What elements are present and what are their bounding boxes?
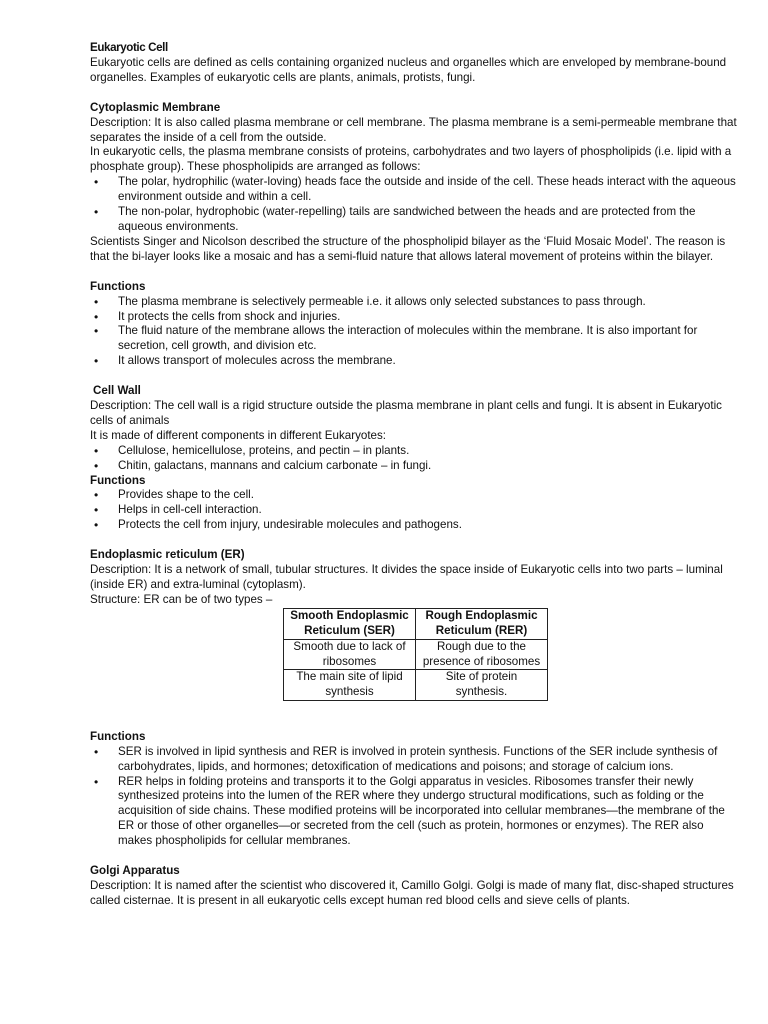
table-cell: Rough due to the presence of ribosomes <box>416 639 548 670</box>
list-item: • SER is involved in lipid synthesis and RER is involved in protein synthesis. Functions of the SER include synthesis of carbohydrates, lipids, and hormones; detoxification of medications and poisons; and storage of calcium ions. <box>90 745 740 775</box>
table-cell: Smooth due to lack of ribosomes <box>284 639 416 670</box>
list-item: • The polar, hydrophilic (water-loving) heads face the outside and inside of the cell. These heads interact with the aqueous environment outside and within a cell. <box>90 175 740 205</box>
intro-paragraph: Eukaryotic cells are defined as cells containing organized nucleus and organelles which are enveloped by membrane-bound organelles. Examples of eukaryotic cells are plants, animals, protists, fungi. <box>90 55 727 84</box>
fluid-mosaic-paragraph: Scientists Singer and Nicolson described the structure of the phospholipid bilayer as the ‘Fluid Mosaic Model’. The reason is that the bi-layer looks like a mosaic and has a semi-fluid nature that allows lateral movement of proteins within the bilayer. <box>90 234 726 263</box>
list-item: • Helps in cell-cell interaction. <box>90 503 740 518</box>
membrane-heading: Cytoplasmic Membrane <box>90 100 221 114</box>
table-header-rer: Rough Endoplasmic Reticulum (RER) <box>416 608 548 639</box>
table-cell: The main site of lipid synthesis <box>284 670 416 701</box>
cell-wall-components-list <box>90 444 740 474</box>
membrane-composition: In eukaryotic cells, the plasma membrane consists of proteins, carbohydrates and two layers of phospholipids (i.e. lipid with a phosphate group). These phospholipids are arranged as follows: <box>90 145 732 174</box>
cell-wall-heading: Cell Wall <box>93 384 141 398</box>
golgi-heading: Golgi Apparatus <box>90 864 180 878</box>
list-item: • RER helps in folding proteins and transports it to the Golgi apparatus in vesicles. Ribosomes transfer their newly synthesized proteins into the lumen of the RER where they undergo structural modifications, such as folding or the acquisition of side chains. These modified proteins will be incorporated into cellular membranes—the membrane of the ER or those of other organelles—or secreted from the cell (such as protein, hormones or enzymes). The RER also makes phospholipids for cellular membranes. <box>90 775 740 850</box>
list-item: • Cellulose, hemicellulose, proteins, and pectin – in plants. <box>90 444 740 459</box>
document-title: Eukaryotic Cell <box>90 41 168 54</box>
er-heading: Endoplasmic reticulum (ER) <box>90 548 245 562</box>
cell-wall-functions-list <box>90 488 740 533</box>
list-item: • Protects the cell from injury, undesirable molecules and pathogens. <box>90 518 740 533</box>
list-item: • It protects the cells from shock and injuries. <box>90 310 740 325</box>
list-item: • It allows transport of molecules across the membrane. <box>90 354 740 369</box>
phospholipid-list <box>90 175 740 235</box>
membrane-description: Description: It is also called plasma membrane or cell membrane. The plasma membrane is a semi-permeable membrane that separates the inside of a cell from the outside. <box>90 115 737 144</box>
document-page <box>90 41 740 909</box>
er-structure-line: Structure: ER can be of two types – <box>90 592 273 606</box>
table-header-row <box>284 608 548 639</box>
table-row <box>284 670 548 701</box>
er-table-container <box>283 608 548 730</box>
table-row <box>284 639 548 670</box>
list-item: • The plasma membrane is selectively permeable i.e. it allows only selected substances to pass through. <box>90 295 740 310</box>
er-comparison-table <box>283 608 548 701</box>
membrane-functions-heading: Functions <box>90 279 146 293</box>
table-cell: Site of protein synthesis. <box>416 670 548 701</box>
golgi-description: Description: It is named after the scientist who discovered it, Camillo Golgi. Golgi is made of many flat, disc-shaped structures called cisternae. It is present in all eukaryotic cells except human red blood cells and sieve cells of plants. <box>90 878 734 907</box>
table-header-ser: Smooth Endoplasmic Reticulum (SER) <box>284 608 416 639</box>
er-description: Description: It is a network of small, tubular structures. It divides the space inside of Eukaryotic cells into two parts – luminal (inside ER) and extra-luminal (cytoplasm). <box>90 563 723 591</box>
list-item: • Provides shape to the cell. <box>90 488 740 503</box>
list-item: • Chitin, galactans, mannans and calcium carbonate – in fungi. <box>90 459 740 474</box>
cell-wall-functions-heading: Functions <box>90 473 146 487</box>
membrane-functions-list <box>90 295 740 370</box>
cell-wall-description: Description: The cell wall is a rigid structure outside the plasma membrane in plant cells and fungi. It is absent in Eukaryotic cells of animals <box>90 399 722 427</box>
er-functions-heading: Functions <box>90 729 146 743</box>
cell-wall-components-intro: It is made of different components in different Eukaryotes: <box>90 428 387 442</box>
list-item: • The fluid nature of the membrane allows the interaction of molecules within the membrane. It is also important for secretion, cell growth, and division etc. <box>90 324 740 354</box>
er-functions-list <box>90 745 740 849</box>
list-item: • The non-polar, hydrophobic (water-repelling) tails are sandwiched between the heads and are protected from the aqueous environments. <box>90 205 740 235</box>
